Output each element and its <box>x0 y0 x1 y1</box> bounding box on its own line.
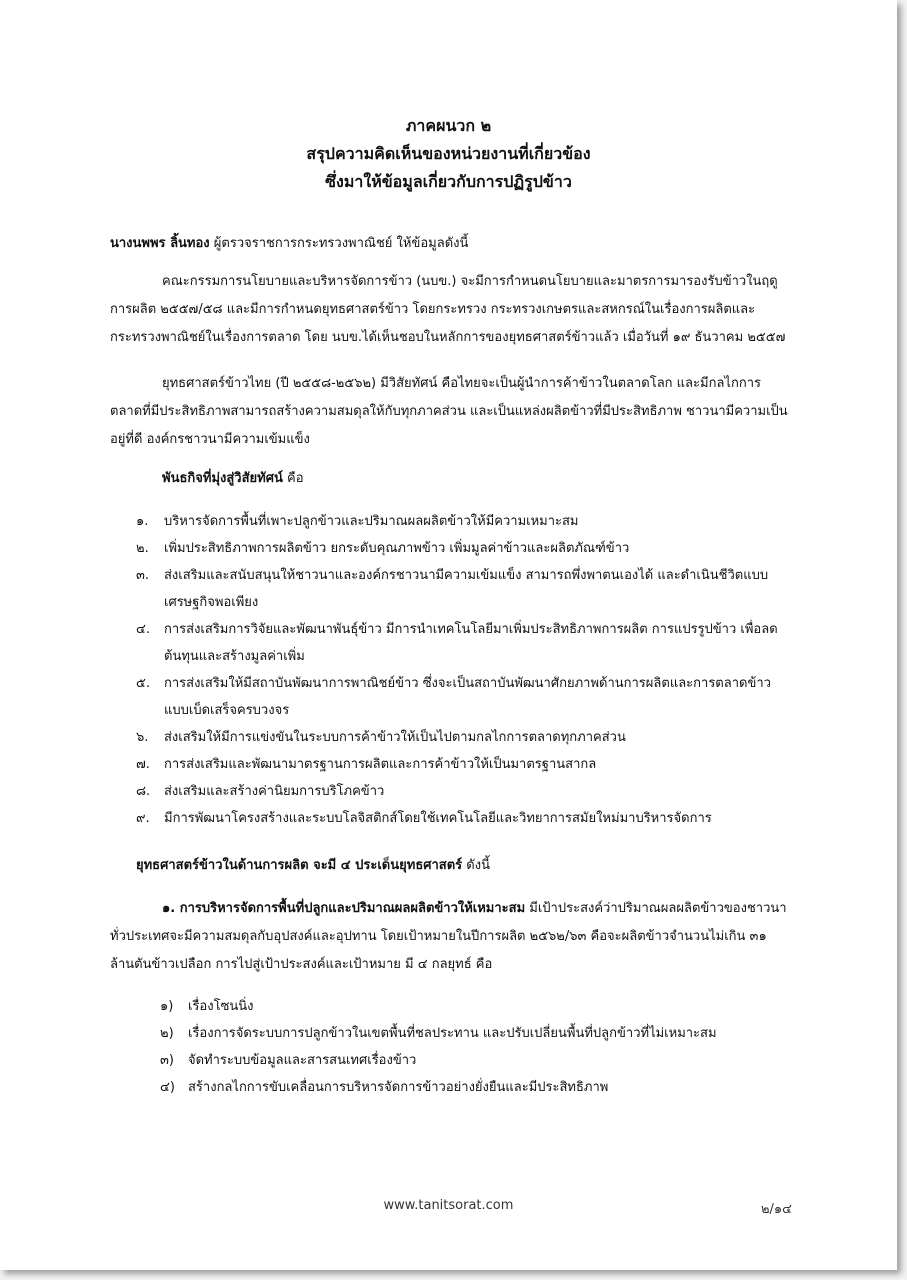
list-item: ๓. ส่งเสริมและสนับสนุนให้ชาวนาและองค์กรชาวนามีความเข้มแข็ง สามารถพึ่งพาตนเองได้ และดำเนินชีวิตแบบเศรษฐกิจพอเพียง <box>136 568 769 610</box>
list-item: ๖. ส่งเสริมให้มีการแข่งขันในระบบการค้าข้าวให้เป็นไปตามกลไกการตลาดทุกภาคส่วน <box>136 730 626 745</box>
mission-list <box>136 508 792 832</box>
speaker-name: นางนพพร ลิ้นทอง <box>110 236 210 251</box>
list-item: ๘. ส่งเสริมและสร้างค่านิยมการบริโภคข้าว <box>136 784 385 799</box>
list-item: ๕. การส่งเสริมให้มีสถาบันพัฒนาการพาณิชย์ข้าว ซึ่งจะเป็นสถาบันพัฒนาศักยภาพด้านการผลิตและการตลาดข้าวแบบเบ็ดเสร็จครบวงจร <box>136 676 771 718</box>
list-item: ๑. บริหารจัดการพื้นที่เพาะปลูกข้าวและปริมาณผลผลิตข้าวให้มีความเหมาะสม <box>136 514 579 529</box>
list-item: ๔. การส่งเสริมการวิจัยและพัฒนาพันธุ์ข้าว มีการนำเทคโนโลยีมาเพิ่มประสิทธิภาพการผลิต การแปรรูปข้าว เพื่อลดต้นทุนและสร้างมูลค่าเพิ่ม <box>136 622 778 664</box>
mission-heading <box>110 465 792 493</box>
list-item: ๔) สร้างกลไกการขับเคลื่อนการบริหารจัดการข้าวอย่างยั่งยืนและมีประสิทธิภาพ <box>160 1080 609 1095</box>
strategy-1-text: มีเป้าประสงค์ว่าปริมาณผลผลิตข้าวของชาวนาทั่วประเทศจะมีความสมดุลกับอุปสงค์และอุปทาน โดยเป้าหมายในปีการผลิต ๒๕๖๒/๖๓ คือจะผลิตข้าวจำนวนไม่เกิน ๓๑ ล้านตันข้าวเปลือก การไปสู่เป้าประสงค์และเป้าหมาย มี ๔ กลยุทธ์ คือ <box>110 901 787 972</box>
list-item: ๗. การส่งเสริมและพัฒนามาตรฐานการผลิตและการค้าข้าวให้เป็นมาตรฐานสากล <box>136 757 597 772</box>
mission-heading-suffix: คือ <box>282 471 304 486</box>
strategy-heading <box>136 852 792 880</box>
document-title: สรุปความคิดเห็นของหน่วยงานที่เกี่ยวข้อง <box>306 144 591 163</box>
document-subtitle: ซึ่งมาให้ข้อมูลเกี่ยวกับการปฏิรูปข้าว <box>325 172 572 191</box>
appendix-title: ภาคผนวก ๒ <box>405 116 492 135</box>
list-item: ๑) เรื่องโซนนิ่ง <box>160 999 254 1014</box>
page-number: ๒/๑๔ <box>760 1202 792 1217</box>
strategy-heading-bold: ยุทธศาสตร์ข้าวในด้านการผลิต จะมี ๔ ประเด็นยุทธศาสตร์ <box>136 858 463 873</box>
strategy-heading-suffix: ดังนี้ <box>462 858 490 873</box>
list-item: ๒) เรื่องการจัดระบบการปลูกข้าวในเขตพื้นที่ชลประทาน และปรับเปลี่ยนพื้นที่ปลูกข้าวที่ไม่เหมาะสม <box>160 1026 717 1041</box>
paragraph-vision: ยุทธศาสตร์ข้าวไทย (ปี ๒๕๕๘-๒๕๖๒) มีวิสัยทัศน์ คือไทยจะเป็นผู้นำการค้าข้าวในตลาดโลก และมีกลไกการตลาดที่มีประสิทธิภาพสามารถสร้างความสมดุลให้กับทุกภาคส่วน และเป็นแหล่งผลิตข้าวที่มีประสิทธิภาพ ชาวนามีความเป็นอยู่ที่ดี องค์กรชาวนามีความเข้มแข็ง <box>110 376 788 447</box>
list-item: ๙. มีการพัฒนาโครงสร้างและระบบโลจิสติกส์โดยใช้เทคโนโลยีและวิทยาการสมัยใหม่มาบริหารจัดการ <box>136 811 712 826</box>
list-item: ๓) จัดทำระบบข้อมูลและสารสนเทศเรื่องข้าว <box>160 1053 417 1068</box>
mission-heading-bold: พันธกิจที่มุ่งสู่วิสัยทัศน์ <box>162 471 283 486</box>
paragraph-committee: คณะกรรมการนโยบายและบริหารจัดการข้าว (นบข.) จะมีการกำหนดนโยบายและมาตรการมารองรับข้าวในฤดูการผลิต ๒๕๕๗/๕๘ และมีการกำหนดยุทธศาสตร์ข้าว โดยกระทรวง กระทรวงเกษตรและสหกรณ์ในเรื่องการผลิตและกระทรวงพาณิชย์ในเรื่องการตลาด โดย นบข.ได้เห็นชอบในหลักการของยุทธศาสตร์ข้าวแล้ว เมื่อวันที่ ๑๙ ธันวาคม ๒๕๕๗ <box>110 274 786 345</box>
speaker-role: ผู้ตรวจราชการกระทรวงพาณิชย์ ให้ข้อมูลดังนี้ <box>209 236 469 251</box>
document-header <box>0 112 897 196</box>
strategy-1-paragraph <box>110 895 792 979</box>
list-item: ๒. เพิ่มประสิทธิภาพการผลิตข้าว ยกระดับคุณภาพข้าว เพิ่มมูลค่าข้าวและผลิตภัณฑ์ข้าว <box>136 541 630 556</box>
strategy-1-list <box>160 993 792 1101</box>
strategy-1-heading: ๑. การบริหารจัดการพื้นที่ปลูกและปริมาณผลผลิตข้าวให้เหมาะสม <box>162 901 526 916</box>
footer-url: www.tanitsorat.com <box>383 1198 514 1213</box>
speaker-line <box>110 230 792 258</box>
